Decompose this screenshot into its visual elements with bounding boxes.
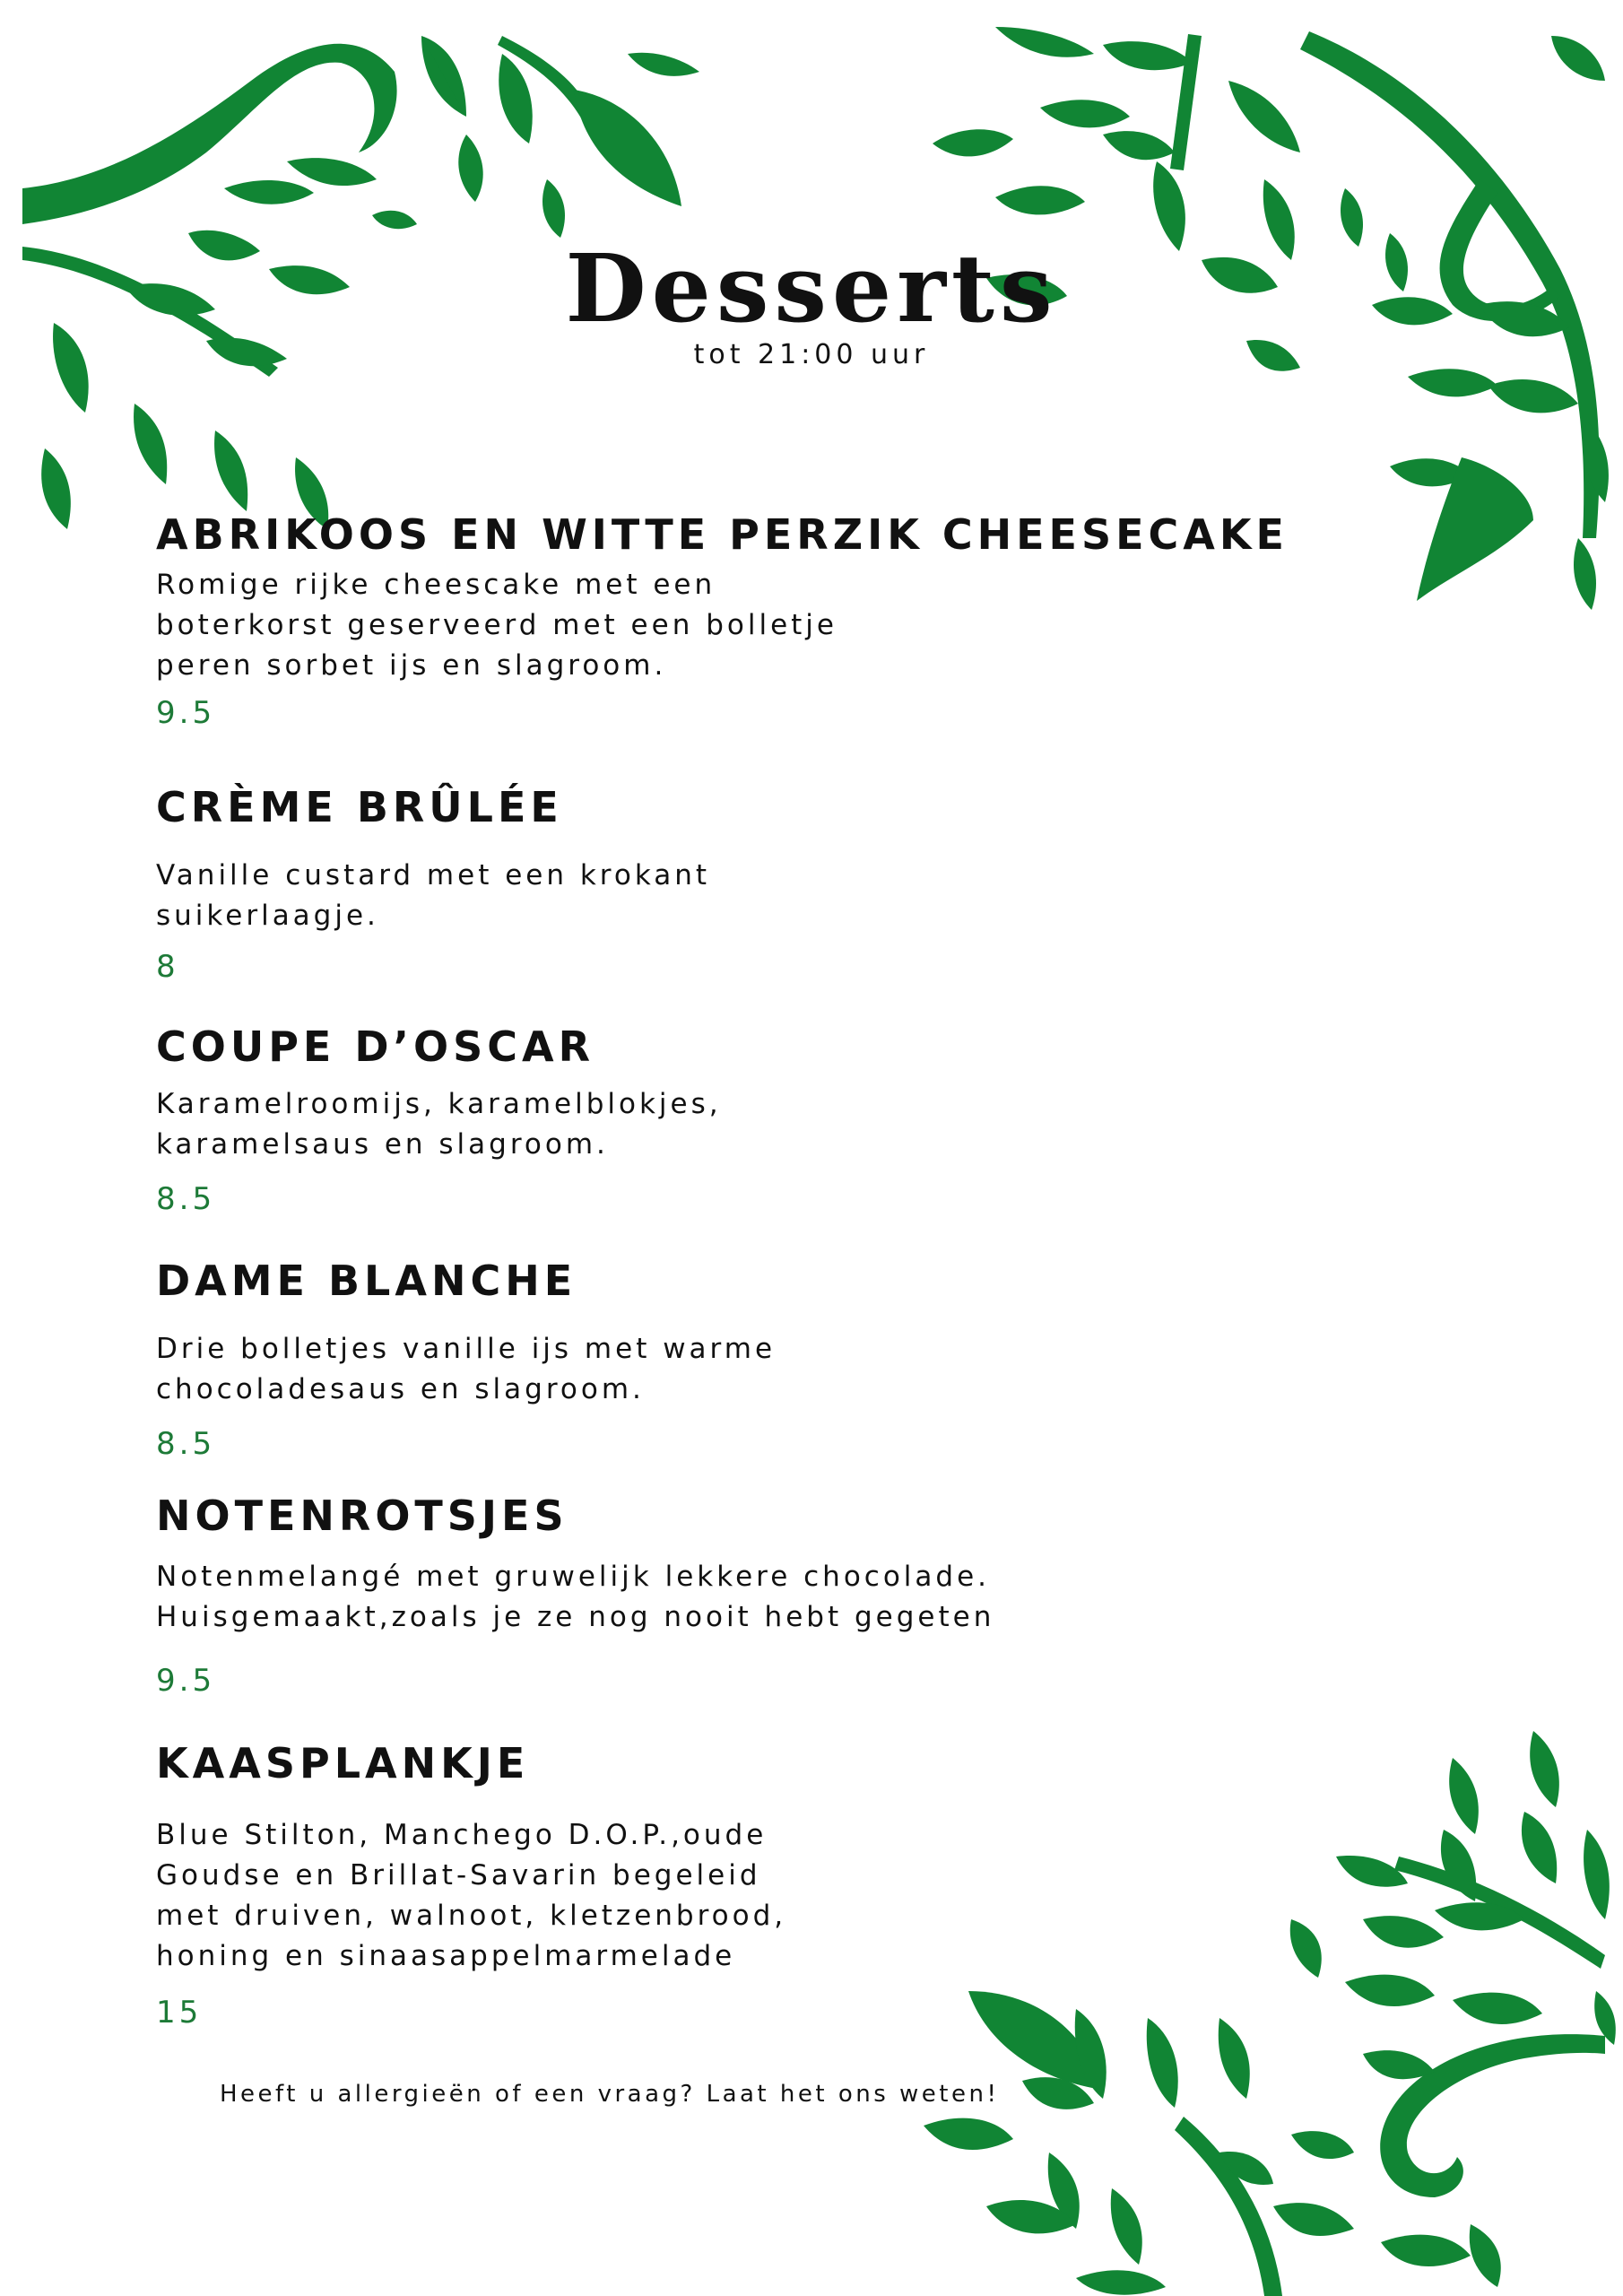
item-price: 9.5 — [156, 695, 216, 731]
item-name: CRÈME BRÛLÉE — [156, 783, 563, 831]
item-price: 8 — [156, 949, 179, 985]
menu-subtitle: tot 21:00 uur — [693, 339, 930, 370]
menu-item — [156, 509, 1411, 731]
item-price: 15 — [156, 1995, 203, 2031]
menu-item — [156, 1256, 1411, 1462]
item-name: COUPE D’OSCAR — [156, 1022, 595, 1071]
menu-item — [156, 782, 1411, 985]
menu-item — [156, 1022, 1411, 1217]
item-description: Vanille custard met een krokant suikerlaagje. — [156, 859, 711, 932]
item-price: 8.5 — [156, 1426, 216, 1462]
item-name: NOTENROTSJES — [156, 1492, 568, 1540]
item-price: 8.5 — [156, 1181, 216, 1217]
menu-item — [156, 1738, 1411, 2031]
allergy-note: Heeft u allergieën of een vraag? Laat het ons weten! — [220, 2081, 1000, 2108]
item-description: Blue Stilton, Manchego D.O.P.,oude Goudse en Brillat-Savarin begeleid met druiven, walnoot, kletzenbrood, honing en sinaasappelmarmelade — [156, 1819, 787, 1972]
item-description: Notenmelangé met gruwelijk lekkere chocolade. Huisgemaakt,zoals je ze nog nooit hebt gegeten — [156, 1561, 995, 1633]
item-name: DAME BLANCHE — [156, 1257, 577, 1305]
menu-item — [156, 1491, 1411, 1699]
item-price: 9.5 — [156, 1663, 216, 1699]
item-description: Romige rijke cheescake met een boterkorst geserveerd met een bolletje peren sorbet ijs en slagroom. — [156, 569, 838, 682]
item-description: Drie bolletjes vanille ijs met warme chocoladesaus en slagroom. — [156, 1333, 777, 1405]
item-name: KAASPLANKJE — [156, 1739, 530, 1787]
menu-title: Desserts — [565, 233, 1058, 344]
item-name: ABRIKOOS EN WITTE PERZIK CHEESECAKE — [156, 510, 1289, 559]
item-description: Karamelroomijs, karamelblokjes, karamelsaus en slagroom. — [156, 1088, 722, 1161]
